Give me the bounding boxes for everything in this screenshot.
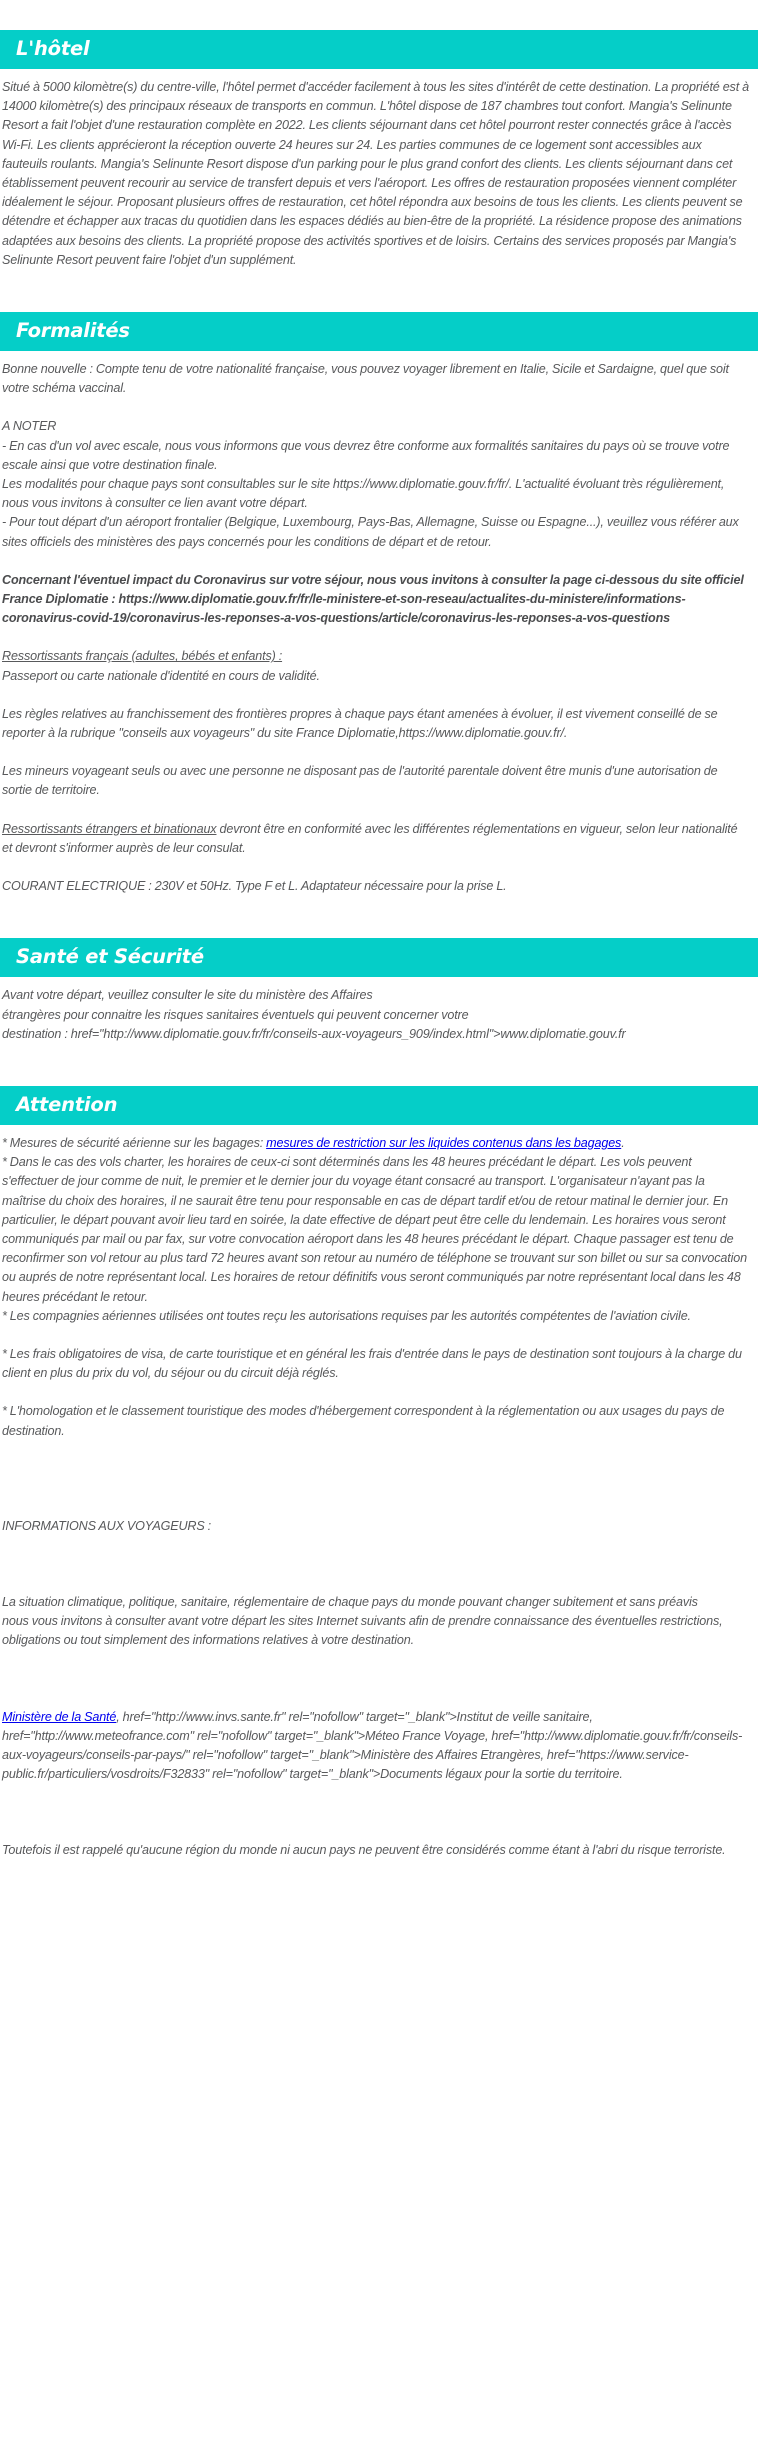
section-body-sante: [0, 977, 758, 1044]
liens-paragraph: [2, 1708, 750, 1785]
ressortissants-francais-label: Ressortissants français (adultes, bébés et enfants) :: [2, 649, 283, 664]
blank-line: [2, 552, 750, 571]
section-header-sante: [0, 938, 758, 977]
section-body-hotel: [0, 69, 758, 270]
a-noter-item-1: - En cas d'un vol avec escale, nous vous informons que vous devrez être conforme aux formalités sanitaires du pays où se trouve votre escale ainsi que votre destination finale.: [2, 438, 730, 472]
ressortissants-etrangers-label: Ressortissants étrangers et binationaux: [2, 821, 217, 836]
section-body-attention: [0, 1125, 758, 1861]
blank-line: [2, 1383, 750, 1402]
blank-line: [2, 743, 750, 762]
section-gap: [0, 1044, 758, 1086]
blank-lines: [2, 1536, 750, 1593]
ressortissants-etrangers-paragraph: [2, 820, 750, 858]
section-header-formalites: [0, 312, 758, 351]
sante-line-1: Avant votre départ, veuillez consulter le site du ministère des Affaires: [2, 988, 373, 1003]
section-body-formalites: [0, 351, 758, 896]
sante-line-3: destination : href="http://www.diplomatie.gouv.fr/fr/conseils-aux-voyageurs_909/index.html">www.diplomatie.gouv.fr: [2, 1026, 626, 1041]
ministere-sante-link[interactable]: Ministère de la Santé: [2, 1709, 117, 1724]
blank-lines: [2, 1651, 750, 1708]
formalites-intro: Bonne nouvelle : Compte tenu de votre nationalité française, vous pouvez voyager librement en Italie, Sicile et Sardaigne, quel que soit votre schéma vaccinal.: [2, 362, 729, 396]
section-title-formalites: Formalités: [16, 319, 130, 343]
homologation-paragraph: * L'homologation et le classement touristique des modes d'hébergement correspondent à la réglementation ou aux usages du pays de destination.: [2, 1404, 725, 1438]
sante-line-2: étrangères pour connaitre les risques sanitaires éventuels qui peuvent concerner votre: [2, 1007, 469, 1022]
bagages-suffix-text: .: [621, 1135, 625, 1150]
regles-frontieres-text: Les règles relatives au franchissement des frontières propres à chaque pays étant amenées à évoluer, il est vivement conseillé de se reporter à la rubrique "conseils aux voyageurs" du site France Diplomatie,https://www.diplomatie.gouv.fr/.: [2, 706, 718, 741]
situation-paragraph: La situation climatique, politique, sanitaire, réglementaire de chaque pays du monde pouvant changer subitement et sans préavis: [2, 1594, 698, 1609]
coronavirus-notice: [2, 571, 750, 629]
ressortissants-francais-text: Passeport ou carte nationale d'identité en cours de validité.: [2, 668, 320, 683]
liquides-restriction-link[interactable]: mesures de restriction sur les liquides contenus dans les bagages: [266, 1135, 622, 1150]
blank-line: [2, 398, 750, 417]
courant-electrique-text: COURANT ELECTRIQUE : 230V et 50Hz. Type F et L. Adaptateur nécessaire pour la prise L.: [2, 879, 507, 894]
blank-line: [2, 628, 750, 647]
a-noter-item-2: Les modalités pour chaque pays sont consultables sur le site https://www.diplomatie.gouv.fr/fr/. L'actualité évoluant très régulièrement, nous vous invitons à consulter ce lien avant votre départ.: [2, 477, 725, 511]
mineurs-text: Les mineurs voyageant seuls ou avec une personne ne disposant pas de l'autorité parentale doivent être munis d'une autorisation de sortie de territoire.: [2, 764, 718, 798]
invitons-paragraph: nous vous invitons à consulter avant votre départ les sites Internet suivants afin de prendre connaissance des éventuelles restrictions, obligations ou tout simplement des informations relatives à votre destination.: [2, 1614, 723, 1648]
blank-lines: [2, 1784, 750, 1841]
a-noter-title: A NOTER: [2, 419, 57, 434]
frais-paragraph: * Les frais obligatoires de visa, de carte touristique et en général les frais d'entrée dans le pays de destination sont toujours à la charge du client en plus du prix du vol, du séjour ou du circuit déjà réglés.: [2, 1346, 742, 1381]
section-title-attention: Attention: [16, 1092, 118, 1116]
bagages-prefix-text: * Mesures de sécurité aérienne sur les bagages:: [2, 1135, 267, 1150]
ressortissants-etrangers-text: devront être en conformité avec les différentes réglementations en vigueur, selon leur nationalité et devront s'informer auprès de leur consulat.: [2, 821, 738, 855]
charter-paragraph: * Dans le cas des vols charter, les horaires de ceux-ci sont déterminés dans les 48 heures précédant le départ. Les vols peuvent s'effectuer de jour comme de nuit, le premier et le dernier jour du voyage étant consacré au transport. L'organisateur n'ayant pas la maîtrise du choix des horaires, il ne saurait être tenu pour responsable en cas de départ tardif et/ou de retour matinal le dernier jour. En particulier, le départ pouvant avoir lieu tard en soirée, la date effective de départ peut être celle du lendemain. Les horaires vous seront communiqués par mail ou par fax, sur votre convocation aéroport dans les 48 heures précédant le départ. Chaque passager est tenu de reconfirmer son vol retour au plus tard 72 heures avant son retour au numéro de téléphone se trouvant sur son billet ou sur sa convocation ou auprés de notre représentant local. Les horaires de retour définitifs vous seront communiqués par notre représentant local dans les 48 heures précédant le retour.: [2, 1155, 747, 1304]
section-gap: [0, 270, 758, 312]
blank-line: [2, 858, 750, 877]
blank-line: [2, 686, 750, 705]
section-header-attention: [0, 1086, 758, 1125]
section-title-sante: Santé et Sécurité: [16, 945, 204, 969]
a-noter-item-3: - Pour tout départ d'un aéroport frontalier (Belgique, Luxembourg, Pays-Bas, Allemagne, Suisse ou Espagne...), veuillez vous référer aux sites officiels des ministères des pays concernés pour les conditions de départ et de retour.: [2, 515, 739, 549]
coronavirus-notice-text: Concernant l'éventuel impact du Coronavirus sur votre séjour, nous vous invitons à consulter la page ci-dessous du site officiel France Diplomatie : https://www.diplomatie.gouv.fr/fr/le-ministere-et-son-reseau/actualites-du-ministere/informations-coronavirus-covid-19/coronavirus-les-reponses-a-vos-questions/article/coronavirus-les-reponses-a-vos-questions: [2, 572, 744, 626]
blank-line: [2, 801, 750, 820]
bagages-paragraph: [2, 1134, 750, 1153]
section-header-hotel: [0, 30, 758, 69]
terrorisme-paragraph: Toutefois il est rappelé qu'aucune région du monde ni aucun pays ne peuvent être considérés comme étant à l'abri du risque terroriste.: [2, 1843, 726, 1858]
compagnies-paragraph: * Les compagnies aériennes utilisées ont toutes reçu les autorisations requises par les autorités compétentes de l'aviation civile.: [2, 1308, 691, 1323]
blank-line: [2, 1326, 750, 1345]
hotel-description: Situé à 5000 kilomètre(s) du centre-ville, l'hôtel permet d'accéder facilement à tous les sites d'intérêt de cette destination. La propriété est à 14000 kilomètre(s) des principaux réseaux de transports en commun. L'hôtel dispose de 187 chambres tout confort. Mangia's Selinunte Resort a fait l'objet d'une restauration complète en 2022. Les clients séjournant dans cet hôtel pourront rester connectés grâce à l'accès Wi-Fi. Les clients apprécieront la réception ouverte 24 heures sur 24. Les parties communes de ce logement sont accessibles aux fauteuils roulants. Mangia's Selinunte Resort dispose d'un parking pour le plus grand confort des clients. Les clients séjournant dans cet établissement peuvent recourir au service de transfert depuis et vers l'aéroport. Les offres de restauration proposées viennent compléter idéalement le séjour. Proposant plusieurs offres de restauration, cet hôtel répondra aux besoins de tous les clients. Les clients peuvent se détendre et échapper aux tracas du quotidien dans les espaces dédiés au bien-être de la propriété. La résidence propose des animations adaptées aux besoins des clients. La propriété propose des activités sportives et de loisirs. Certains des services proposés par Mangia's Selinunte Resort peuvent faire l'objet d'un supplément.: [2, 80, 749, 267]
blank-lines: [2, 1441, 750, 1517]
infos-voyageurs-title: INFORMATIONS AUX VOYAGEURS :: [2, 1518, 212, 1533]
section-title-hotel: L'hôtel: [16, 37, 90, 60]
liens-html-text: , href="http://www.invs.sante.fr" rel="nofollow" target="_blank">Institut de veille sanitaire, href="http://www.meteofrance.com" rel="nofollow" target="_blank">Méteo France Voyage, href="http://www.diplomatie.gouv.fr/fr/conseils-aux-voyageurs/conseils-par-pays/" rel="nofollow" target="_blank">Ministère des Affaires Etrangères, href="https://www.service-public.fr/particuliers/vosdroits/F32833" rel="nofollow" target="_blank">Documents légaux pour la sortie du territoire.: [2, 1709, 743, 1782]
section-gap: [0, 896, 758, 938]
